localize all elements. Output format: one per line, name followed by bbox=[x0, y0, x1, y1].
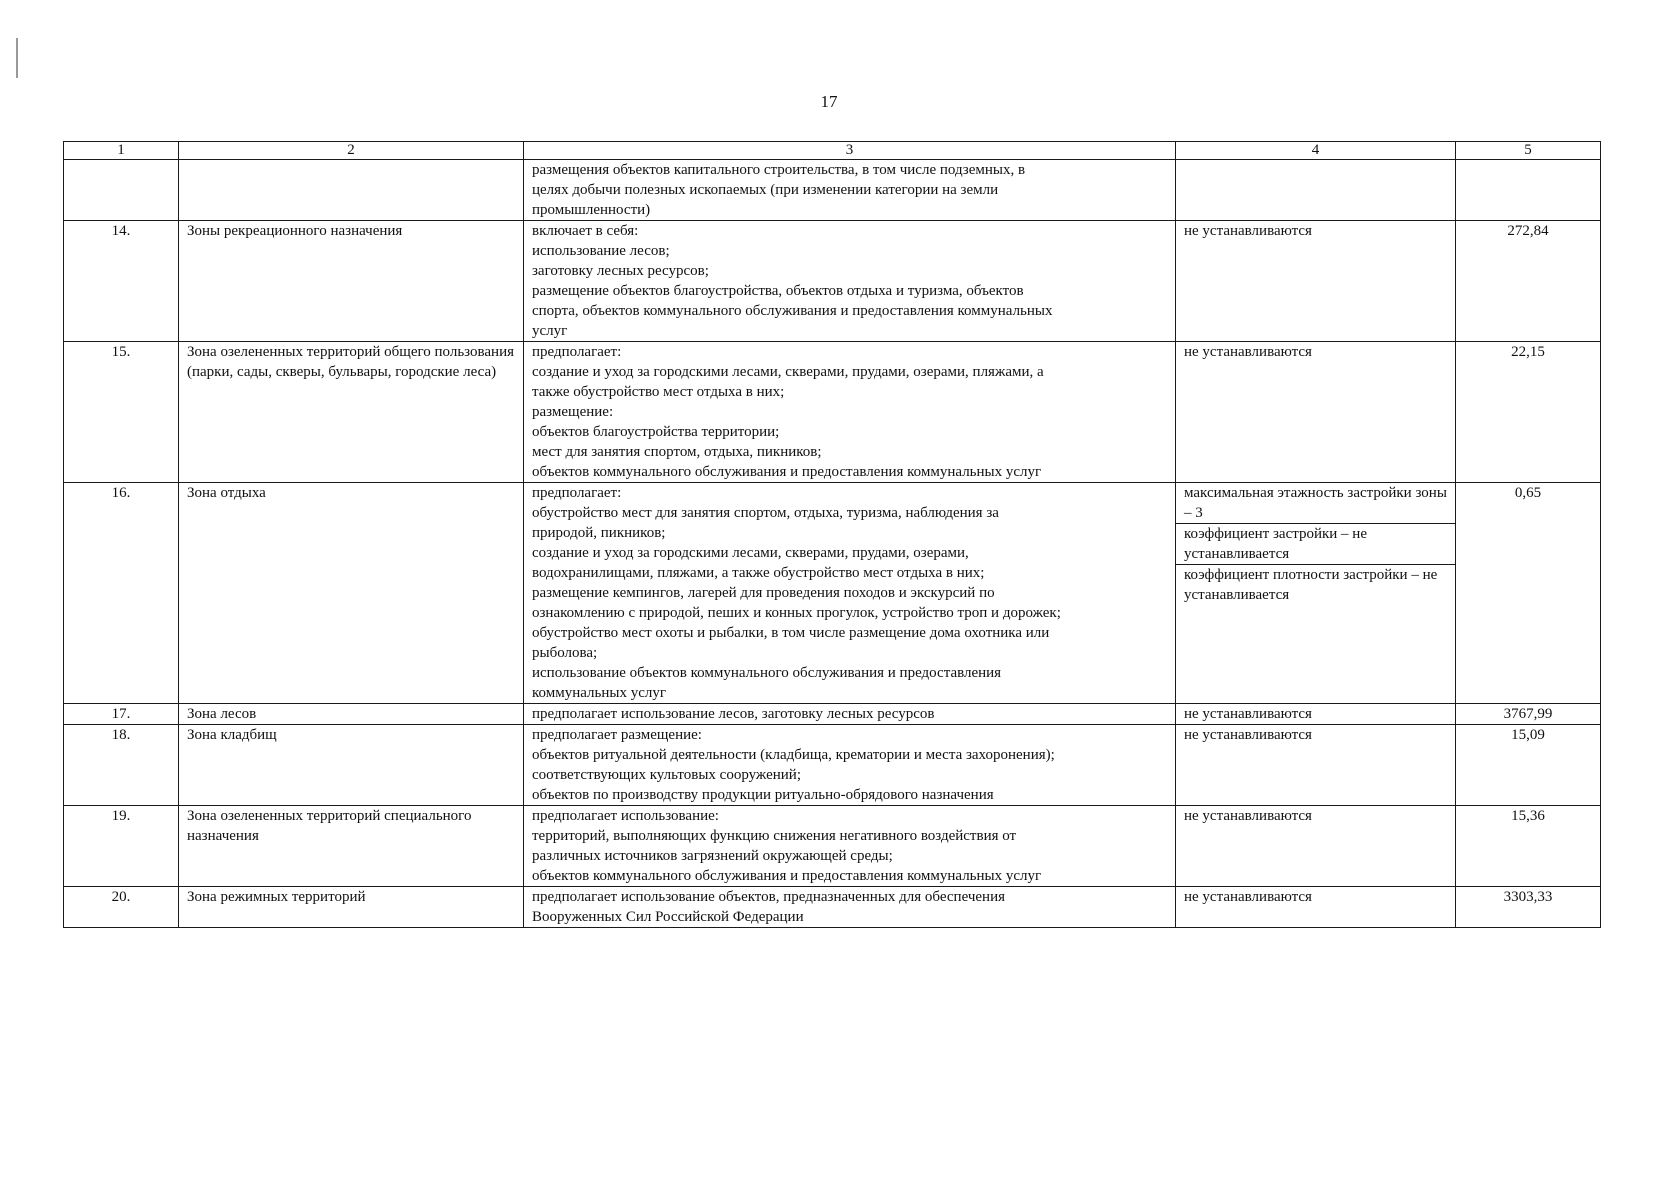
description-line: целях добычи полезных ископаемых (при изменении категории на земли bbox=[532, 182, 999, 198]
zone-area: 22,15 bbox=[1456, 342, 1601, 483]
zone-parameters: не устанавливаются bbox=[1176, 342, 1456, 483]
description-line: объектов ритуальной деятельности (кладбища, крематории и места захоронения); bbox=[532, 747, 1055, 763]
description-line: водохранилищами, пляжами, а также обустройство мест отдыха в них; bbox=[532, 565, 985, 581]
description-line: услуг bbox=[532, 323, 568, 339]
zone-area: 3303,33 bbox=[1456, 887, 1601, 928]
column-number: 1 bbox=[64, 142, 179, 160]
parameter-item: коэффициент застройки – не устанавливается bbox=[1176, 524, 1455, 565]
description-line: предполагает: bbox=[532, 344, 622, 360]
row-number: 19. bbox=[64, 806, 179, 887]
description-line: размещения объектов капитального строительства, в том числе подземных, в bbox=[532, 162, 1026, 178]
description-line: объектов благоустройства территории; bbox=[532, 424, 780, 440]
zone-area: 15,36 bbox=[1456, 806, 1601, 887]
table-row bbox=[64, 725, 1601, 806]
scan-edge-mark bbox=[16, 38, 18, 78]
description-line: размещение: bbox=[532, 404, 614, 420]
table-row bbox=[64, 806, 1601, 887]
zone-parameters bbox=[1176, 483, 1456, 704]
zone-description bbox=[524, 160, 1176, 221]
description-line: природой, пикников; bbox=[532, 525, 666, 541]
zone-description bbox=[524, 221, 1176, 342]
description-line: мест для занятия спортом, отдыха, пикников; bbox=[532, 444, 822, 460]
zone-name: Зона кладбищ bbox=[179, 725, 524, 806]
description-line: предполагает использование лесов, заготовку лесных ресурсов bbox=[532, 706, 935, 722]
row-number: 18. bbox=[64, 725, 179, 806]
zone-name bbox=[179, 160, 524, 221]
parameter-item: максимальная этажность застройки зоны – 3 bbox=[1176, 483, 1455, 524]
table-row bbox=[64, 887, 1601, 928]
row-number: 14. bbox=[64, 221, 179, 342]
zone-parameters: не устанавливаются bbox=[1176, 704, 1456, 725]
zone-description bbox=[524, 483, 1176, 704]
description-line: предполагает размещение: bbox=[532, 727, 702, 743]
description-line: предполагает: bbox=[532, 485, 622, 501]
description-line: предполагает использование: bbox=[532, 808, 719, 824]
description-line: промышленности) bbox=[532, 202, 651, 218]
page-number: 17 bbox=[820, 92, 838, 111]
zone-name: Зона озелененных территорий общего пользования (парки, сады, скверы, бульвары, городские леса) bbox=[179, 342, 524, 483]
description-line: объектов по производству продукции ритуально-обрядового назначения bbox=[532, 787, 994, 803]
row-number bbox=[64, 160, 179, 221]
zone-name: Зона режимных территорий bbox=[179, 887, 524, 928]
zone-name: Зоны рекреационного назначения bbox=[179, 221, 524, 342]
description-line: ознакомлению с природой, пеших и конных прогулок, устройство троп и дорожек; bbox=[532, 605, 1061, 621]
row-number: 20. bbox=[64, 887, 179, 928]
column-number: 2 bbox=[179, 142, 524, 160]
column-number: 3 bbox=[524, 142, 1176, 160]
description-line: размещение кемпингов, лагерей для проведения походов и экскурсий по bbox=[532, 585, 995, 601]
description-line: создание и уход за городскими лесами, скверами, прудами, озерами, пляжами, а bbox=[532, 364, 1044, 380]
description-line: использование объектов коммунального обслуживания и предоставления bbox=[532, 665, 1002, 681]
description-line: предполагает использование объектов, предназначенных для обеспечения bbox=[532, 889, 1006, 905]
zone-area bbox=[1456, 160, 1601, 221]
description-line: объектов коммунального обслуживания и предоставления коммунальных услуг bbox=[532, 868, 1042, 884]
column-number: 4 bbox=[1176, 142, 1456, 160]
description-line: спорта, объектов коммунального обслуживания и предоставления коммунальных bbox=[532, 303, 1053, 319]
zone-description bbox=[524, 704, 1176, 725]
zone-description bbox=[524, 806, 1176, 887]
description-line: использование лесов; bbox=[532, 243, 670, 259]
zone-parameters bbox=[1176, 160, 1456, 221]
zone-area: 272,84 bbox=[1456, 221, 1601, 342]
description-line: обустройство мест для занятия спортом, отдыха, туризма, наблюдения за bbox=[532, 505, 999, 521]
description-line: размещение объектов благоустройства, объектов отдыха и туризма, объектов bbox=[532, 283, 1024, 299]
zone-parameters: не устанавливаются bbox=[1176, 806, 1456, 887]
zone-parameters: не устанавливаются bbox=[1176, 725, 1456, 806]
zone-name: Зона озелененных территорий специального назначения bbox=[179, 806, 524, 887]
column-number-row bbox=[64, 142, 1601, 160]
row-number: 16. bbox=[64, 483, 179, 704]
description-line: также обустройство мест отдыха в них; bbox=[532, 384, 785, 400]
description-line: заготовку лесных ресурсов; bbox=[532, 263, 709, 279]
description-line: объектов коммунального обслуживания и предоставления коммунальных услуг bbox=[532, 464, 1042, 480]
description-line: соответствующих культовых сооружений; bbox=[532, 767, 801, 783]
description-line: включает в себя: bbox=[532, 223, 639, 239]
description-line: коммунальных услуг bbox=[532, 685, 667, 701]
zone-area: 15,09 bbox=[1456, 725, 1601, 806]
table-row bbox=[64, 160, 1601, 221]
description-line: Вооруженных Сил Российской Федерации bbox=[532, 909, 804, 925]
description-line: создание и уход за городскими лесами, скверами, прудами, озерами, bbox=[532, 545, 969, 561]
zone-parameters: не устанавливаются bbox=[1176, 887, 1456, 928]
description-line: рыболова; bbox=[532, 645, 598, 661]
zone-description bbox=[524, 342, 1176, 483]
table-row bbox=[64, 221, 1601, 342]
table-row bbox=[64, 342, 1601, 483]
parameter-item: коэффициент плотности застройки – не устанавливается bbox=[1184, 567, 1438, 603]
column-number: 5 bbox=[1456, 142, 1601, 160]
zone-name: Зона отдыха bbox=[179, 483, 524, 704]
zone-area: 0,65 bbox=[1456, 483, 1601, 704]
zone-description bbox=[524, 887, 1176, 928]
description-line: различных источников загрязнений окружающей среды; bbox=[532, 848, 893, 864]
row-number: 17. bbox=[64, 704, 179, 725]
zone-name: Зона лесов bbox=[179, 704, 524, 725]
description-line: обустройство мест охоты и рыбалки, в том числе размещение дома охотника или bbox=[532, 625, 1050, 641]
zone-area: 3767,99 bbox=[1456, 704, 1601, 725]
zone-parameters: не устанавливаются bbox=[1176, 221, 1456, 342]
description-line: территорий, выполняющих функцию снижения негативного воздействия от bbox=[532, 828, 1017, 844]
table-row bbox=[64, 704, 1601, 725]
row-number: 15. bbox=[64, 342, 179, 483]
zones-table bbox=[63, 141, 1601, 928]
table-row bbox=[64, 483, 1601, 704]
zone-description bbox=[524, 725, 1176, 806]
